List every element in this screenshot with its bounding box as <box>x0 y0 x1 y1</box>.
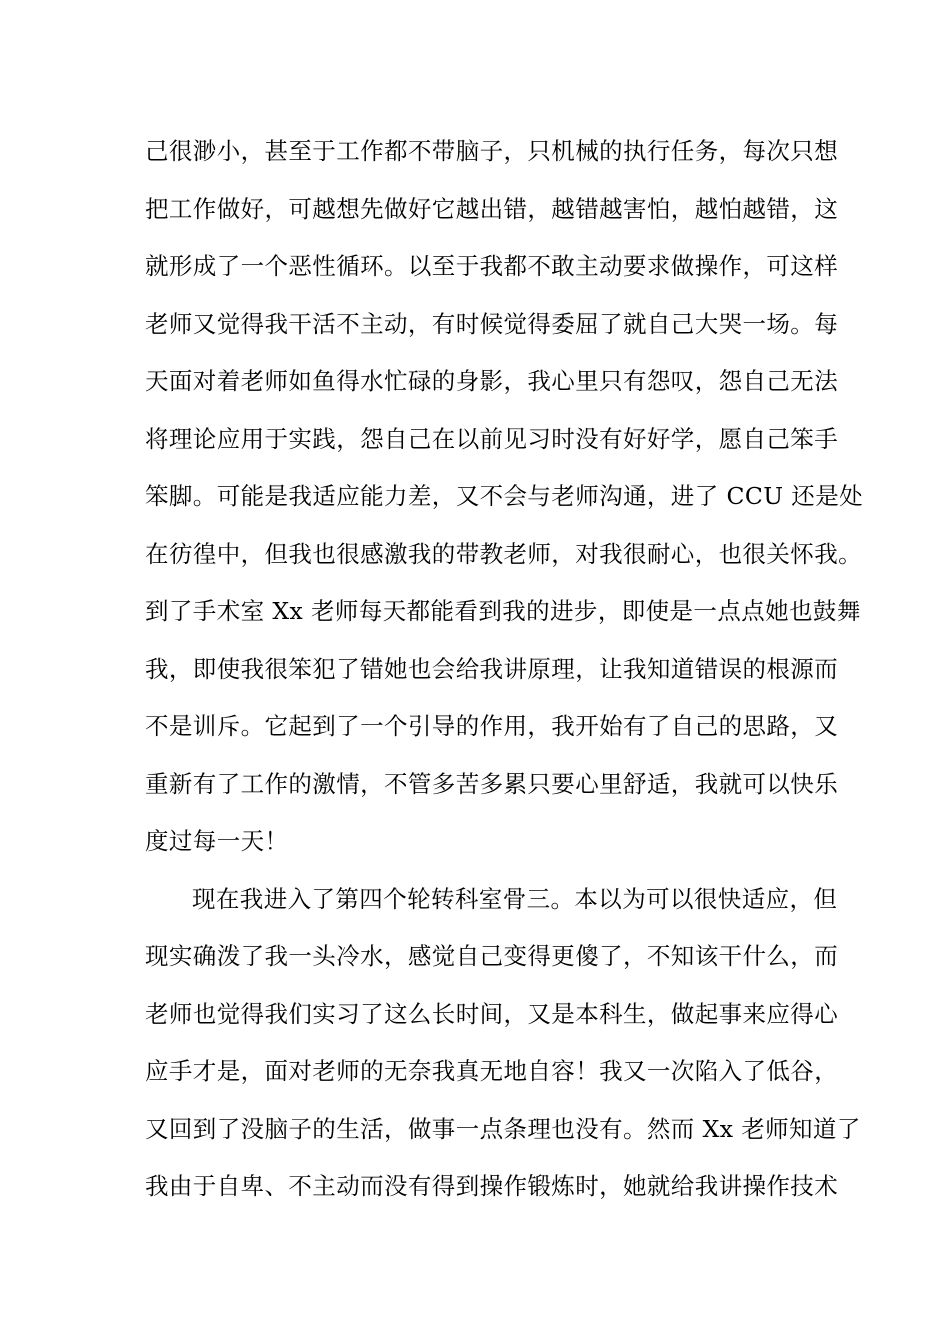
text-line-5: 天面对着老师如鱼得水忙碌的身影，我心里只有怨叹，怨自己无法 <box>145 367 839 395</box>
text-line-8: 在彷徨中，但我也很感激我的带教老师，对我很耐心，也很关怀我。 <box>145 539 862 568</box>
text-line-14-paragraph-start: 现在我进入了第四个轮转科室骨三。本以为可以很快适应，但 <box>192 884 838 913</box>
text-line-19: 我由于自卑、不主动而没有得到操作锻炼时，她就给我讲操作技术 <box>145 1172 839 1200</box>
text-line-6: 将理论应用于实践，怨自己在以前见习时没有好好学，愿自己笨手 <box>145 424 839 453</box>
text-line-15: 现实确泼了我一头冷水，感觉自己变得更傻了，不知该干什么，而 <box>145 942 839 970</box>
text-line-17: 应手才是，面对老师的无奈我真无地自容！我又一次陷入了低谷， <box>145 1057 839 1085</box>
text-line-12: 重新有了工作的激情，不管多苦多累只要心里舒适，我就可以快乐 <box>145 769 839 798</box>
text-line-4: 老师又觉得我干活不主动，有时候觉得委屈了就自己大哭一场。每 <box>145 309 839 338</box>
text-line-11: 不是训斥。它起到了一个引导的作用，我开始有了自己的思路，又 <box>145 712 839 740</box>
text-line-18: 又回到了没脑子的生活，做事一点条理也没有。然而 Xx 老师知道了 <box>145 1114 861 1143</box>
text-line-7: 笨脚。可能是我适应能力差，又不会与老师沟通，进了 CCU 还是处 <box>145 482 864 510</box>
text-line-3: 就形成了一个恶性循环。以至于我都不敢主动要求做操作，可这样 <box>145 252 839 280</box>
text-line-9: 到了手术室 Xx 老师每天都能看到我的进步，即使是一点点她也鼓舞 <box>145 597 861 625</box>
text-line-13: 度过每一天！ <box>145 827 289 855</box>
text-line-2: 把工作做好，可越想先做好它越出错，越错越害怕，越怕越错，这 <box>145 194 839 223</box>
body-text <box>145 128 864 1221</box>
text-line-10: 我，即使我很笨犯了错她也会给我讲原理，让我知道错误的根源而 <box>145 654 839 683</box>
text-line-1: 己很渺小，甚至于工作都不带脑子，只机械的执行任务，每次只想 <box>145 137 839 165</box>
text-line-16: 老师也觉得我们实习了这么长时间，又是本科生，做起事来应得心 <box>145 999 839 1028</box>
